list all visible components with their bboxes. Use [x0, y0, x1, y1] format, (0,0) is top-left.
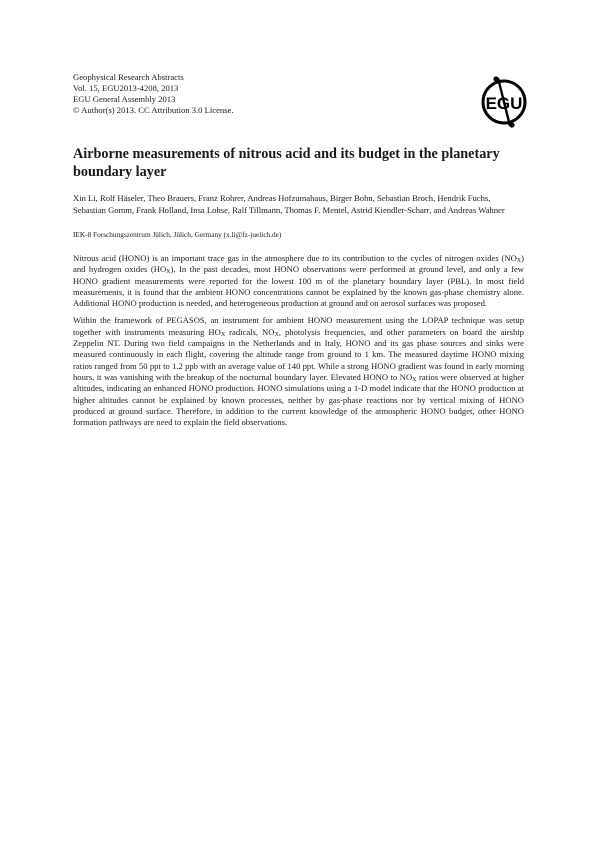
assembly-info: EGU General Assembly 2013 — [73, 94, 176, 104]
text-run: ratios were observed at higher altitudes, indicating an enhanced HONO production. HONO simulations using a 1-D model indicate that the HONO production at higher altitudes cannot be explained by known processes, neither by gas-phase reactions nor by vertical mixing of HONO produced at ground surface. Therefore, in addition to the current knowledge of the atmospheric HONO budget, other HONO formation pathways are need to explain the field observations. — [73, 371, 524, 428]
logo-text: EGU — [485, 94, 523, 113]
text-run: ). In the past decades, most HONO observations were performed at ground level, and only a few HONO gradient measurements were reported for the lowest 100 m of the planetary boundary layer (PBL). In most field measurements, it is found that the ambient HONO concentrations cannot be explained by the known gas-phase chemistry alone. Additional HONO production is needed, and heterogeneous production at ground and on aerosol surfaces was proposed. — [73, 264, 524, 309]
subscript: X — [274, 331, 279, 338]
abstract-paragraph-1 — [73, 253, 524, 309]
text-run: , photolysis frequencies, and other parameters on board the airship Zeppelin NT. During two field campaigns in the Netherlands and in Italy, HONO and its gas phase sources and sinks were measured continuously in each flight, covering the altitude range from ground to 1 km. The measured daytime HONO mixing ratios ranged from 50 ppt to 1.2 ppb with an average value of 140 ppt. While a strong HONO gradient was found in early morning hours, it was vanishing with the breakup of the nocturnal boundary layer. Elevated HONO to NO — [73, 326, 524, 382]
affiliation: IEK-8 Forschungszentrum Jülich, Jülich, Germany (x.li@fz-juelich.de) — [73, 230, 282, 239]
journal-header — [73, 72, 373, 116]
text-run: Nitrous acid (HONO) is an important trace gas in the atmosphere due to its contribution to the cycles of nitrogen oxides (NO — [73, 253, 517, 263]
abstract-title: Airborne measurements of nitrous acid and its budget in the planetary boundary layer — [73, 146, 500, 180]
subscript: X — [412, 376, 417, 383]
abstract-body — [73, 253, 524, 434]
abstract-paragraph-2 — [73, 315, 524, 428]
subscript: X — [166, 269, 171, 276]
author-list: Xin Li, Rolf Häseler, Theo Brauers, Franz Rohrer, Andreas Hofzumahaus, Birger Bohn, Sebastian Broch, Hendrik Fuchs, Sebastian Gomm, Frank Holland, Insa Lohse, Ralf Tillmann, Thomas F. Mentel, Astrid Kiendler-Scharr, and Andreas Wahner — [73, 193, 505, 215]
egu-logo-icon — [478, 76, 530, 128]
journal-name: Geophysical Research Abstracts — [73, 72, 184, 82]
license-info: © Author(s) 2013. CC Attribution 3.0 License. — [73, 105, 234, 115]
subscript: X — [516, 258, 522, 264]
text-run: radicals, NO — [225, 326, 275, 337]
subscript: X — [220, 331, 226, 338]
text-run: ) and hydrogen oxides (HO — [73, 253, 524, 275]
text-run: Within the framework of PEGASOS, an instrument for ambient HONO measurement using the LOPAP technique was setup together with instruments measuring HO — [73, 315, 524, 337]
volume-info: Vol. 15, EGU2013-4208, 2013 — [73, 83, 179, 93]
